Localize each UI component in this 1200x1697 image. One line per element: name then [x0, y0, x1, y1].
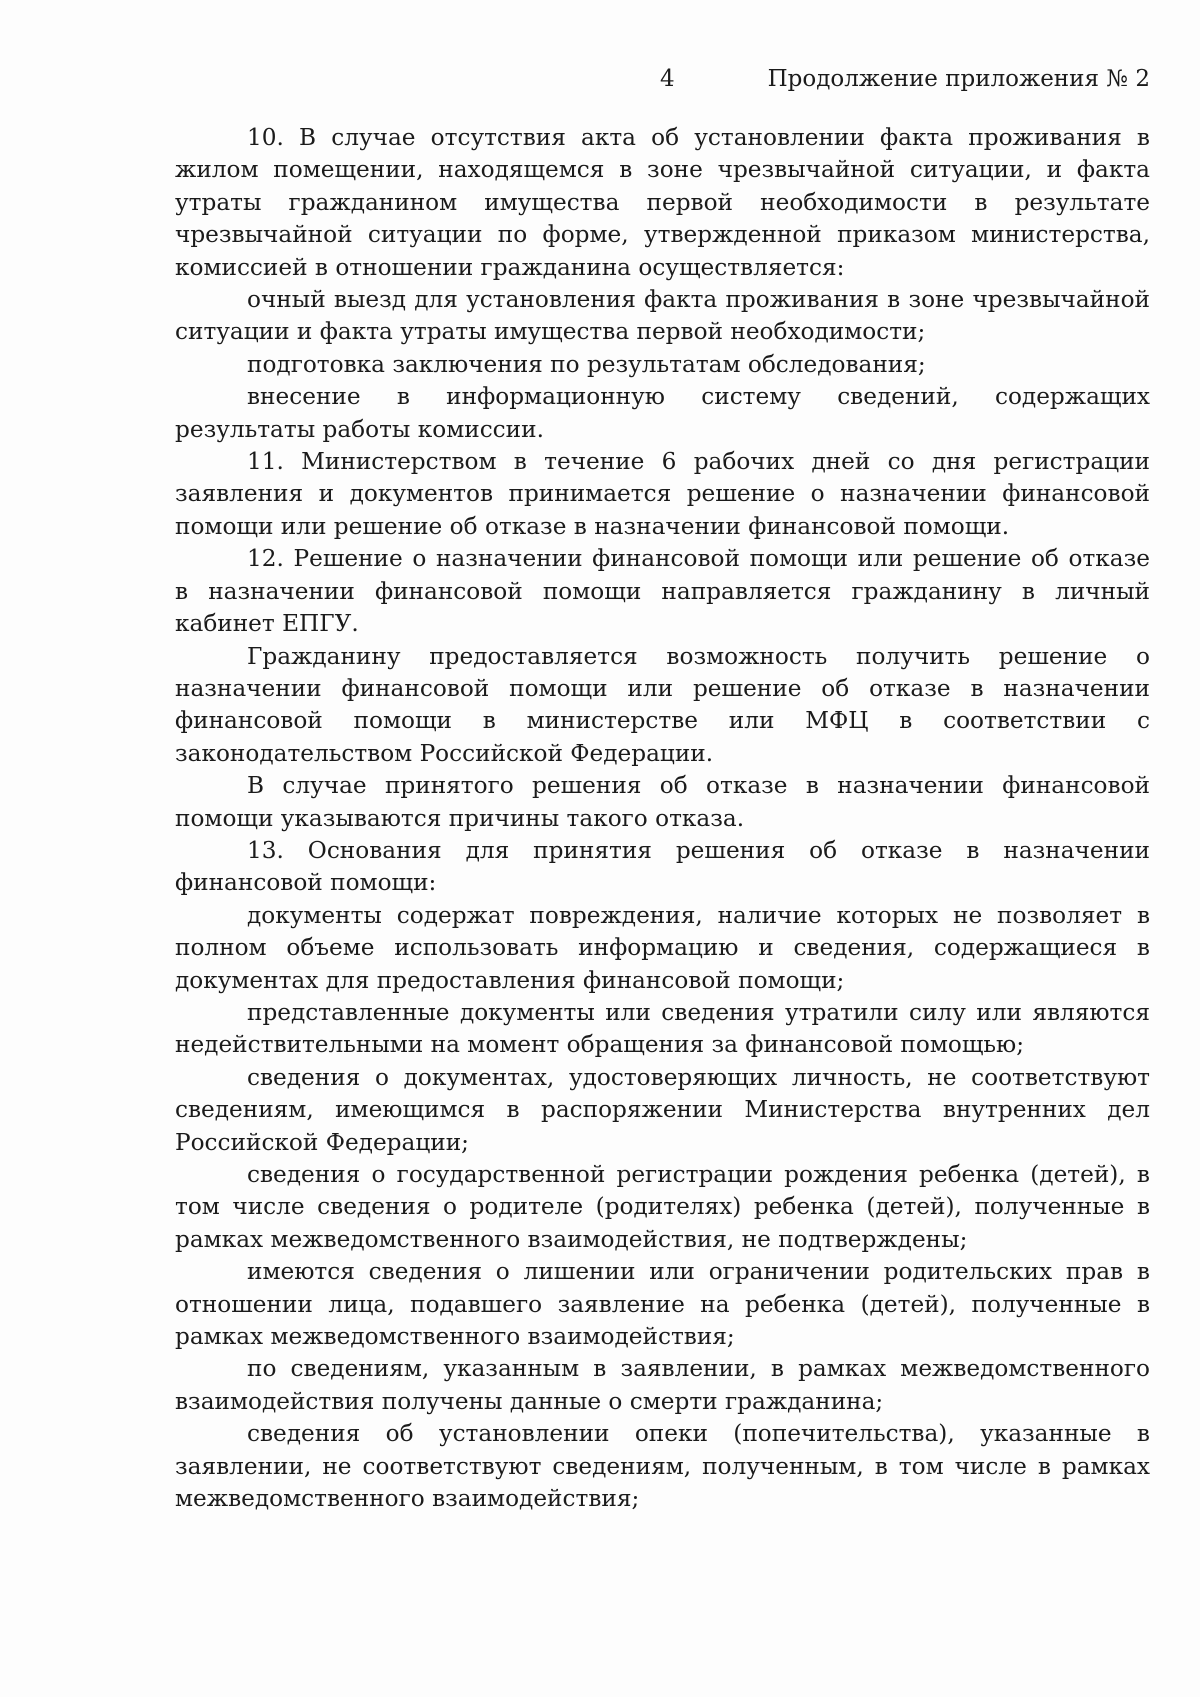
paragraph-12-refusal-reasons: В случае принятого решения об отказе в назначении финансовой помощи указываются причины такого отказа. [175, 772, 1150, 832]
list-item-identity-mismatch: сведения о документах, удостоверяющих личность, не соответствуют сведениям, имеющимся в распоряжении Министерства внутренних дел Российской Федерации; [175, 1063, 1150, 1156]
list-item-death-data: по сведениям, указанным в заявлении, в рамках межведомственного взаимодействия получены данные о смерти гражданина; [175, 1355, 1150, 1415]
page-number: 4 [660, 66, 675, 92]
list-item-site-visit: очный выезд для установления факта проживания в зоне чрезвычайной ситуации и факта утраты имущества первой необходимости; [175, 286, 1150, 346]
list-item-parental-rights: имеются сведения о лишении или ограничении родительских прав в отношении лица, подавшего заявление на ребенка (детей), полученные в рамках межведомственного взаимодействия; [175, 1258, 1150, 1351]
document-body [175, 122, 1150, 1515]
paragraph-12-option: Гражданину предоставляется возможность получить решение о назначении финансовой помощи или решение об отказе в назначении финансовой помощи в министерстве или МФЦ в соответствии с законодательством Российской Федерации. [175, 642, 1150, 767]
list-item-invalid-documents: представленные документы или сведения утратили силу или являются недействительными на момент обращения за финансовой помощью; [175, 998, 1150, 1059]
list-item-guardianship: сведения об установлении опеки (попечительства), указанные в заявлении, не соответствуют сведениям, полученным, в том числе в рамках межведомственного взаимодействия; [175, 1420, 1150, 1513]
list-item-conclusion: подготовка заключения по результатам обследования; [247, 350, 926, 378]
list-item-info-system: внесение в информационную систему сведений, содержащих результаты работы комиссии. [175, 383, 1150, 443]
paragraph-11: 11. Министерством в течение 6 рабочих дней со дня регистрации заявления и документов принимается решение о назначении финансовой помощи или решение об отказе в назначении финансовой помощи. [175, 448, 1150, 540]
paragraph-12: 12. Решение о назначении финансовой помощи или решение об отказе в назначении финансовой помощи направляется гражданину в личный кабинет ЕПГУ. [175, 545, 1150, 638]
list-item-birth-registration: сведения о государственной регистрации рождения ребенка (детей), в том числе сведения о родителе (родителях) ребенка (детей), полученные в рамках межведомственного взаимодействия, не подтверждены; [175, 1161, 1150, 1253]
paragraph-13-intro: 13. Основания для принятия решения об отказе в назначении финансовой помощи: [175, 836, 1150, 897]
running-head: Продолжение приложения № 2 [767, 66, 1150, 92]
paragraph-10-intro: 10. В случае отсутствия акта об установлении факта проживания в жилом помещении, находящемся в зоне чрезвычайной ситуации, и факта утраты гражданином имущества первой необходимости в результате чрезвычайной ситуации по форме, утвержденной приказом министерства, комиссией в отношении гражданина осуществляется: [175, 124, 1150, 281]
list-item-damaged-documents: документы содержат повреждения, наличие которых не позволяет в полном объеме использовать информацию и сведения, содержащиеся в документах для предоставления финансовой помощи; [175, 901, 1150, 994]
page-header [175, 62, 1150, 96]
